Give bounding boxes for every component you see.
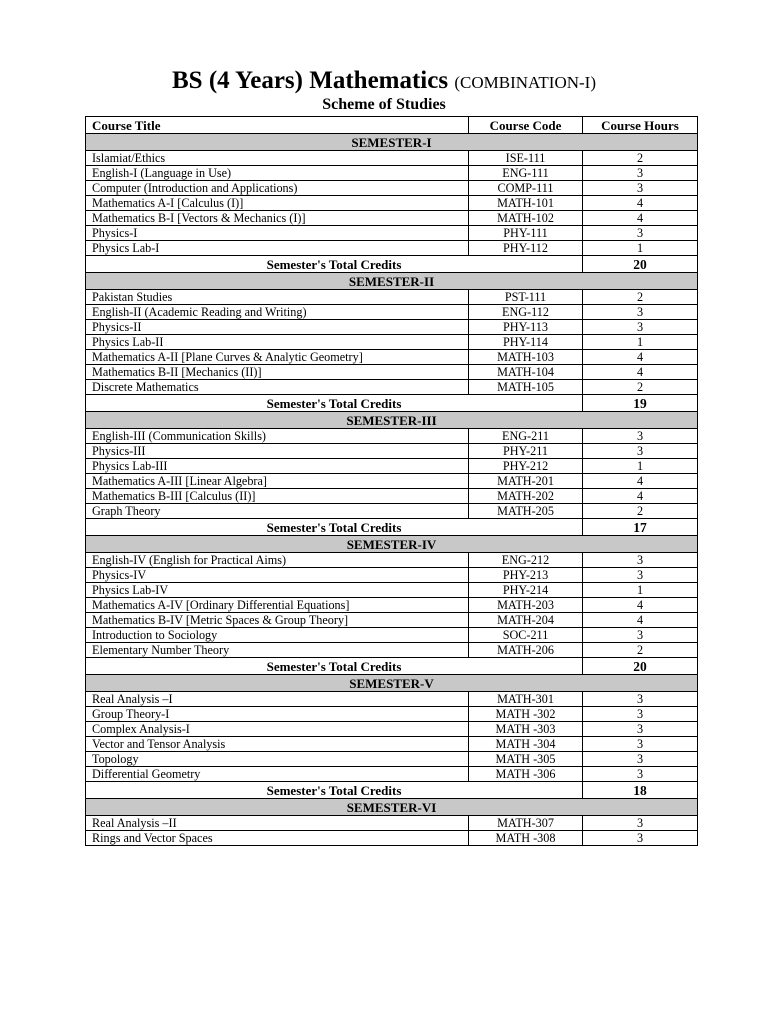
table-row [86, 752, 698, 767]
course-code-cell: MATH-102 [469, 211, 583, 226]
course-title-cell: Mathematics A-III [Linear Algebra] [86, 474, 469, 489]
course-code-cell: ENG-112 [469, 305, 583, 320]
course-title-cell: Group Theory-I [86, 707, 469, 722]
semester-total-label: Semester's Total Credits [86, 519, 583, 536]
course-code-cell: MATH -302 [469, 707, 583, 722]
semester-total-value: 17 [583, 519, 698, 536]
course-hours-cell: 3 [583, 707, 698, 722]
table-row [86, 350, 698, 365]
course-title-cell: English-II (Academic Reading and Writing) [86, 305, 469, 320]
course-title-cell: Differential Geometry [86, 767, 469, 782]
course-title-cell: Pakistan Studies [86, 290, 469, 305]
semester-total-value: 19 [583, 395, 698, 412]
course-code-cell: PHY-213 [469, 568, 583, 583]
course-title-cell: Real Analysis –I [86, 692, 469, 707]
header-course-hours: Course Hours [583, 117, 698, 134]
course-code-cell: MATH -304 [469, 737, 583, 752]
page-title-combination: (COMBINATION-I) [454, 73, 596, 92]
course-hours-cell: 3 [583, 320, 698, 335]
table-row [86, 613, 698, 628]
semester-header-row [86, 134, 698, 151]
course-code-cell: MATH-301 [469, 692, 583, 707]
semester-total-value: 20 [583, 256, 698, 273]
page-title [0, 66, 768, 98]
course-code-cell: MATH-202 [469, 489, 583, 504]
table-row [86, 692, 698, 707]
course-title-cell: Mathematics A-IV [Ordinary Differential Equations] [86, 598, 469, 613]
course-code-cell: MATH-204 [469, 613, 583, 628]
course-code-cell: ENG-211 [469, 429, 583, 444]
semester-total-label: Semester's Total Credits [86, 256, 583, 273]
course-code-cell: MATH-103 [469, 350, 583, 365]
course-code-cell: MATH-205 [469, 504, 583, 519]
course-title-cell: Physics Lab-II [86, 335, 469, 350]
course-hours-cell: 4 [583, 474, 698, 489]
course-title-cell: Mathematics B-III [Calculus (II)] [86, 489, 469, 504]
course-title-cell: Physics-II [86, 320, 469, 335]
course-hours-cell: 1 [583, 241, 698, 256]
course-hours-cell: 3 [583, 226, 698, 241]
course-hours-cell: 3 [583, 305, 698, 320]
scheme-of-studies-table [85, 116, 698, 846]
course-title-cell: Physics Lab-I [86, 241, 469, 256]
table-row [86, 320, 698, 335]
semester-total-label: Semester's Total Credits [86, 395, 583, 412]
course-title-cell: English-III (Communication Skills) [86, 429, 469, 444]
table-row [86, 459, 698, 474]
course-hours-cell: 3 [583, 752, 698, 767]
table-row [86, 151, 698, 166]
semester-total-row [86, 782, 698, 799]
semester-header-row [86, 273, 698, 290]
course-code-cell: ISE-111 [469, 151, 583, 166]
course-hours-cell: 4 [583, 489, 698, 504]
course-hours-cell: 4 [583, 211, 698, 226]
course-title-cell: Computer (Introduction and Applications) [86, 181, 469, 196]
semester-total-row [86, 658, 698, 675]
course-code-cell: MATH-101 [469, 196, 583, 211]
semester-total-row [86, 519, 698, 536]
course-hours-cell: 3 [583, 568, 698, 583]
course-title-cell: Mathematics A-I [Calculus (I)] [86, 196, 469, 211]
course-title-cell: Mathematics B-I [Vectors & Mechanics (I)] [86, 211, 469, 226]
page-subtitle: Scheme of Studies [322, 96, 446, 113]
table-row [86, 365, 698, 380]
semester-name: SEMESTER-V [86, 675, 698, 692]
course-title-cell: Islamiat/Ethics [86, 151, 469, 166]
course-title-cell: Introduction to Sociology [86, 628, 469, 643]
course-title-cell: English-I (Language in Use) [86, 166, 469, 181]
course-code-cell: MATH -305 [469, 752, 583, 767]
course-hours-cell: 2 [583, 643, 698, 658]
table-row [86, 196, 698, 211]
table-row [86, 444, 698, 459]
course-hours-cell: 3 [583, 737, 698, 752]
semester-name: SEMESTER-II [86, 273, 698, 290]
table-body [86, 134, 698, 846]
course-hours-cell: 3 [583, 816, 698, 831]
table-row [86, 553, 698, 568]
course-title-cell: Physics-I [86, 226, 469, 241]
course-hours-cell: 1 [583, 459, 698, 474]
table-row [86, 568, 698, 583]
semester-header-row [86, 412, 698, 429]
table-row [86, 583, 698, 598]
course-title-cell: Physics Lab-III [86, 459, 469, 474]
course-code-cell: PHY-113 [469, 320, 583, 335]
course-code-cell: PHY-112 [469, 241, 583, 256]
course-hours-cell: 3 [583, 722, 698, 737]
course-title-cell: Physics-III [86, 444, 469, 459]
semester-total-value: 20 [583, 658, 698, 675]
course-code-cell: MATH-201 [469, 474, 583, 489]
course-hours-cell: 2 [583, 504, 698, 519]
table-row [86, 598, 698, 613]
table-row [86, 816, 698, 831]
course-title-cell: English-IV (English for Practical Aims) [86, 553, 469, 568]
table-row [86, 643, 698, 658]
course-code-cell: PHY-211 [469, 444, 583, 459]
course-code-cell: MATH -306 [469, 767, 583, 782]
course-title-cell: Rings and Vector Spaces [86, 831, 469, 846]
table-row [86, 335, 698, 350]
course-hours-cell: 4 [583, 598, 698, 613]
table-row [86, 737, 698, 752]
table-row [86, 241, 698, 256]
course-hours-cell: 3 [583, 767, 698, 782]
course-code-cell: MATH -303 [469, 722, 583, 737]
course-code-cell: ENG-111 [469, 166, 583, 181]
semester-name: SEMESTER-I [86, 134, 698, 151]
table-row [86, 628, 698, 643]
course-hours-cell: 4 [583, 613, 698, 628]
semester-total-label: Semester's Total Credits [86, 782, 583, 799]
course-hours-cell: 1 [583, 583, 698, 598]
table-row [86, 429, 698, 444]
table-row [86, 290, 698, 305]
table-row [86, 707, 698, 722]
course-title-cell: Topology [86, 752, 469, 767]
semester-total-row [86, 395, 698, 412]
table-row [86, 166, 698, 181]
semester-name: SEMESTER-IV [86, 536, 698, 553]
course-code-cell: MATH -308 [469, 831, 583, 846]
course-hours-cell: 4 [583, 365, 698, 380]
course-code-cell: PST-111 [469, 290, 583, 305]
table-row [86, 226, 698, 241]
course-code-cell: PHY-212 [469, 459, 583, 474]
course-hours-cell: 1 [583, 335, 698, 350]
semester-header-row [86, 675, 698, 692]
course-title-cell: Physics Lab-IV [86, 583, 469, 598]
course-hours-cell: 3 [583, 831, 698, 846]
page-title-main: BS (4 Years) Mathematics [171, 67, 449, 94]
course-title-cell: Vector and Tensor Analysis [86, 737, 469, 752]
table-row [86, 767, 698, 782]
table-row [86, 831, 698, 846]
course-title-cell: Mathematics B-II [Mechanics (II)] [86, 365, 469, 380]
table-row [86, 504, 698, 519]
course-title-cell: Complex Analysis-I [86, 722, 469, 737]
semester-total-row [86, 256, 698, 273]
course-code-cell: COMP-111 [469, 181, 583, 196]
course-title-cell: Real Analysis –II [86, 816, 469, 831]
course-hours-cell: 3 [583, 429, 698, 444]
course-hours-cell: 2 [583, 290, 698, 305]
course-hours-cell: 2 [583, 151, 698, 166]
table-row [86, 305, 698, 320]
course-code-cell: PHY-214 [469, 583, 583, 598]
table-row [86, 489, 698, 504]
semester-header-row [86, 799, 698, 816]
course-hours-cell: 3 [583, 181, 698, 196]
table-row [86, 181, 698, 196]
course-code-cell: SOC-211 [469, 628, 583, 643]
course-title-cell: Elementary Number Theory [86, 643, 469, 658]
course-hours-cell: 3 [583, 553, 698, 568]
semester-name: SEMESTER-VI [86, 799, 698, 816]
course-code-cell: MATH-203 [469, 598, 583, 613]
semester-name: SEMESTER-III [86, 412, 698, 429]
course-code-cell: PHY-111 [469, 226, 583, 241]
course-hours-cell: 4 [583, 196, 698, 211]
course-code-cell: MATH-105 [469, 380, 583, 395]
header-course-code: Course Code [469, 117, 583, 134]
table-row [86, 722, 698, 737]
table-header-row [86, 117, 698, 134]
course-title-cell: Mathematics A-II [Plane Curves & Analytic Geometry] [86, 350, 469, 365]
course-hours-cell: 3 [583, 166, 698, 181]
course-code-cell: MATH-104 [469, 365, 583, 380]
course-hours-cell: 2 [583, 380, 698, 395]
semester-total-value: 18 [583, 782, 698, 799]
table-row [86, 211, 698, 226]
semester-total-label: Semester's Total Credits [86, 658, 583, 675]
header-course-title: Course Title [86, 117, 469, 134]
table-row [86, 380, 698, 395]
semester-header-row [86, 536, 698, 553]
course-hours-cell: 3 [583, 692, 698, 707]
course-title-cell: Physics-IV [86, 568, 469, 583]
course-hours-cell: 4 [583, 350, 698, 365]
course-title-cell: Mathematics B-IV [Metric Spaces & Group Theory] [86, 613, 469, 628]
course-code-cell: MATH-206 [469, 643, 583, 658]
table-row [86, 474, 698, 489]
course-hours-cell: 3 [583, 444, 698, 459]
course-code-cell: PHY-114 [469, 335, 583, 350]
course-code-cell: MATH-307 [469, 816, 583, 831]
course-title-cell: Discrete Mathematics [86, 380, 469, 395]
course-hours-cell: 3 [583, 628, 698, 643]
course-title-cell: Graph Theory [86, 504, 469, 519]
course-code-cell: ENG-212 [469, 553, 583, 568]
